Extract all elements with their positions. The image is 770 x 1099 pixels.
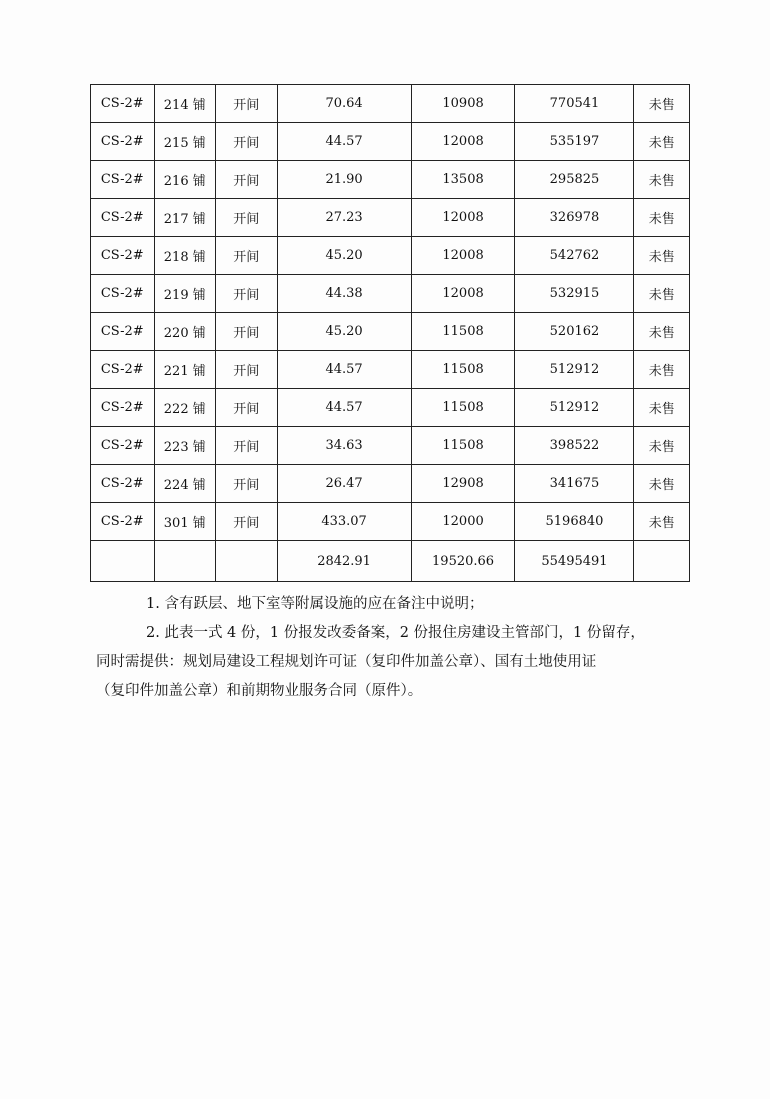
cell-total-price: 326978 [515, 199, 634, 237]
cell-area: 21.90 [277, 161, 411, 199]
cell-type: 开间 [216, 313, 278, 351]
cell-unit-price: 12008 [411, 275, 515, 313]
total-unit-price: 19520.66 [411, 541, 515, 582]
cell-area: 26.47 [277, 465, 411, 503]
cell-total-price: 770541 [515, 85, 634, 123]
cell-type: 开间 [216, 237, 278, 275]
cell-unit: 221 铺 [154, 351, 216, 389]
table-row [91, 199, 690, 237]
cell-unit-price: 11508 [411, 313, 515, 351]
cell-area: 44.57 [277, 123, 411, 161]
table-row [91, 161, 690, 199]
cell-unit-price: 13508 [411, 161, 515, 199]
cell-building: CS-2# [91, 427, 155, 465]
cell-unit-price: 12908 [411, 465, 515, 503]
cell-unit: 220 铺 [154, 313, 216, 351]
cell-unit-price: 12008 [411, 237, 515, 275]
table-row [91, 503, 690, 541]
cell-total-price: 542762 [515, 237, 634, 275]
table-row [91, 123, 690, 161]
cell-building: CS-2# [91, 123, 155, 161]
cell-unit-price: 12008 [411, 123, 515, 161]
cell-unit: 214 铺 [154, 85, 216, 123]
cell-area: 45.20 [277, 237, 411, 275]
cell-building: CS-2# [91, 237, 155, 275]
cell-area: 34.63 [277, 427, 411, 465]
cell-unit: 219 铺 [154, 275, 216, 313]
table-row [91, 427, 690, 465]
cell-status: 未售 [634, 237, 690, 275]
cell-empty [154, 541, 216, 582]
note-2-line-1: 2. 此表一式 4 份，1 份报发改委备案，2 份报住房建设主管部门，1 份留存， [146, 625, 645, 641]
cell-area: 27.23 [277, 199, 411, 237]
total-area: 2842.91 [277, 541, 411, 582]
cell-total-price: 398522 [515, 427, 634, 465]
cell-status: 未售 [634, 389, 690, 427]
cell-status: 未售 [634, 123, 690, 161]
total-price: 55495491 [515, 541, 634, 582]
cell-unit-price: 11508 [411, 351, 515, 389]
cell-type: 开间 [216, 85, 278, 123]
table-row [91, 237, 690, 275]
note-1: 1. 含有跃层、地下室等附属设施的应在备注中说明； [146, 596, 484, 612]
cell-unit-price: 10908 [411, 85, 515, 123]
cell-area: 44.57 [277, 351, 411, 389]
cell-status: 未售 [634, 275, 690, 313]
cell-status: 未售 [634, 85, 690, 123]
cell-unit: 216 铺 [154, 161, 216, 199]
cell-area: 433.07 [277, 503, 411, 541]
price-list-table [90, 84, 690, 582]
cell-total-price: 341675 [515, 465, 634, 503]
cell-empty [216, 541, 278, 582]
cell-unit: 222 铺 [154, 389, 216, 427]
cell-empty [91, 541, 155, 582]
cell-unit-price: 11508 [411, 389, 515, 427]
cell-unit: 217 铺 [154, 199, 216, 237]
cell-type: 开间 [216, 275, 278, 313]
cell-building: CS-2# [91, 275, 155, 313]
note-2-line-3: （复印件加盖公章）和前期物业服务合同（原件）。 [96, 683, 423, 699]
cell-type: 开间 [216, 161, 278, 199]
cell-status: 未售 [634, 199, 690, 237]
totals-row [91, 541, 690, 582]
note-2-line-2: 同时需提供：规划局建设工程规划许可证（复印件加盖公章）、国有土地使用证 [96, 654, 597, 670]
cell-building: CS-2# [91, 351, 155, 389]
cell-building: CS-2# [91, 161, 155, 199]
cell-type: 开间 [216, 123, 278, 161]
cell-status: 未售 [634, 503, 690, 541]
cell-status: 未售 [634, 351, 690, 389]
cell-unit-price: 12008 [411, 199, 515, 237]
cell-type: 开间 [216, 351, 278, 389]
table-row [91, 85, 690, 123]
cell-total-price: 520162 [515, 313, 634, 351]
cell-unit-price: 12000 [411, 503, 515, 541]
cell-unit: 223 铺 [154, 427, 216, 465]
cell-type: 开间 [216, 199, 278, 237]
cell-status: 未售 [634, 313, 690, 351]
notes-section [96, 590, 696, 706]
cell-type: 开间 [216, 465, 278, 503]
cell-total-price: 532915 [515, 275, 634, 313]
cell-unit: 215 铺 [154, 123, 216, 161]
cell-area: 44.38 [277, 275, 411, 313]
cell-building: CS-2# [91, 465, 155, 503]
cell-area: 44.57 [277, 389, 411, 427]
cell-status: 未售 [634, 427, 690, 465]
cell-building: CS-2# [91, 313, 155, 351]
cell-total-price: 535197 [515, 123, 634, 161]
table-row [91, 465, 690, 503]
cell-building: CS-2# [91, 199, 155, 237]
cell-type: 开间 [216, 427, 278, 465]
cell-status: 未售 [634, 161, 690, 199]
cell-building: CS-2# [91, 503, 155, 541]
table-body [91, 85, 690, 582]
cell-type: 开间 [216, 389, 278, 427]
table-row [91, 389, 690, 427]
cell-building: CS-2# [91, 389, 155, 427]
cell-unit-price: 11508 [411, 427, 515, 465]
cell-total-price: 295825 [515, 161, 634, 199]
cell-total-price: 512912 [515, 351, 634, 389]
cell-unit: 218 铺 [154, 237, 216, 275]
cell-area: 45.20 [277, 313, 411, 351]
table-row [91, 351, 690, 389]
cell-empty [634, 541, 690, 582]
table-row [91, 275, 690, 313]
cell-building: CS-2# [91, 85, 155, 123]
cell-area: 70.64 [277, 85, 411, 123]
table-row [91, 313, 690, 351]
cell-type: 开间 [216, 503, 278, 541]
cell-total-price: 512912 [515, 389, 634, 427]
cell-unit: 301 铺 [154, 503, 216, 541]
cell-unit: 224 铺 [154, 465, 216, 503]
cell-total-price: 5196840 [515, 503, 634, 541]
cell-status: 未售 [634, 465, 690, 503]
